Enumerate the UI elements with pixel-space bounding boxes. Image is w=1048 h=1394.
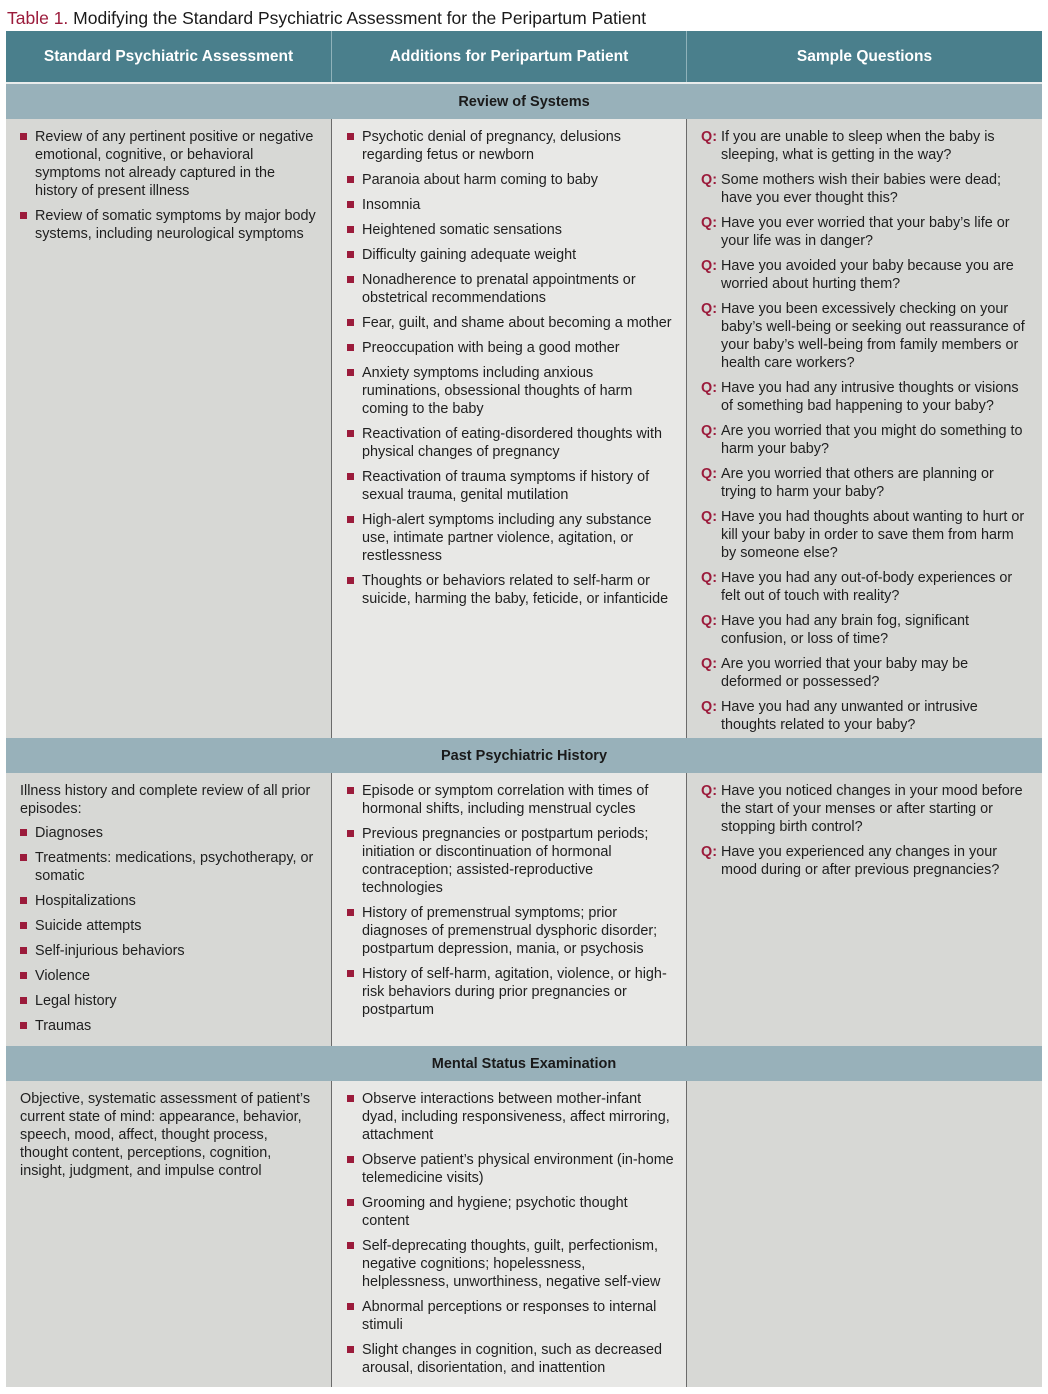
question-marker: Q: bbox=[701, 423, 717, 439]
assessment-table bbox=[6, 31, 1042, 1387]
peripartum-additions-cell bbox=[332, 1081, 687, 1387]
bullet-item: Insomnia bbox=[347, 196, 674, 214]
question-marker: Q: bbox=[701, 301, 717, 317]
bullet-item: Review of any pertinent positive or negative emotional, cognitive, or behavioral symptoms not already captured in the history of present illness bbox=[20, 128, 319, 200]
bullet-item: Observe patient’s physical environment (in-home telemedicine visits) bbox=[347, 1151, 674, 1187]
sample-questions-cell bbox=[687, 119, 1042, 738]
cell-intro-text: Objective, systematic assessment of patient’s current state of mind: appearance, behavior, speech, mood, affect, thought process, thought content, perceptions, cognition, insight, judgment, and impulse control bbox=[20, 1091, 311, 1179]
sample-question bbox=[701, 379, 1030, 415]
bullet-item: Reactivation of trauma symptoms if history of sexual trauma, genital mutilation bbox=[347, 468, 674, 504]
bullet-item: Preoccupation with being a good mother bbox=[347, 339, 674, 357]
section-row-past-psychiatric-history bbox=[6, 773, 1042, 1046]
bullet-item: Review of somatic symptoms by major body systems, including neurological symptoms bbox=[20, 207, 319, 243]
sample-questions-cell bbox=[687, 773, 1042, 1046]
bullet-item: Traumas bbox=[20, 1017, 319, 1035]
standard-assessment-cell bbox=[6, 773, 332, 1046]
sample-question bbox=[701, 300, 1030, 372]
sample-question bbox=[701, 612, 1030, 648]
question-marker: Q: bbox=[701, 613, 717, 629]
peripartum-additions-cell bbox=[332, 773, 687, 1046]
question-marker: Q: bbox=[701, 783, 717, 799]
bullet-item: Legal history bbox=[20, 992, 319, 1010]
question-text: Have you had any out-of-body experiences or felt out of touch with reality? bbox=[721, 570, 1013, 604]
sample-question bbox=[701, 843, 1030, 879]
sample-question bbox=[701, 171, 1030, 207]
question-text: Are you worried that you might do something to harm your baby? bbox=[721, 423, 1023, 457]
sample-question bbox=[701, 128, 1030, 164]
bullet-item: Abnormal perceptions or responses to internal stimuli bbox=[347, 1298, 674, 1334]
bullet-item: Anxiety symptoms including anxious ruminations, obsessional thoughts of harm coming to the baby bbox=[347, 364, 674, 418]
question-marker: Q: bbox=[701, 509, 717, 525]
question-marker: Q: bbox=[701, 570, 717, 586]
table-header-row bbox=[6, 31, 1042, 84]
question-text: Have you avoided your baby because you are worried about hurting them? bbox=[721, 258, 1014, 292]
sample-question bbox=[701, 422, 1030, 458]
question-text: Have you had any intrusive thoughts or visions of something bad happening to your baby? bbox=[721, 380, 1019, 414]
question-text: Have you been excessively checking on your baby’s well-being or seeking out reassurance of your baby’s well-being from family members or health care workers? bbox=[721, 301, 1025, 371]
question-text: If you are unable to sleep when the baby is sleeping, what is getting in the way? bbox=[721, 129, 995, 163]
sample-question bbox=[701, 214, 1030, 250]
section-header-past-psychiatric-history: Past Psychiatric History bbox=[6, 738, 1042, 773]
table-caption bbox=[7, 7, 646, 29]
section-header-mental-status-examination: Mental Status Examination bbox=[6, 1046, 1042, 1081]
question-marker: Q: bbox=[701, 844, 717, 860]
bullet-item: History of self-harm, agitation, violence, or high-risk behaviors during prior pregnancies or postpartum bbox=[347, 965, 674, 1019]
question-text: Are you worried that your baby may be deformed or possessed? bbox=[721, 656, 969, 690]
bullet-item: Observe interactions between mother-infant dyad, including responsiveness, affect mirroring, attachment bbox=[347, 1090, 674, 1144]
bullet-item: Violence bbox=[20, 967, 319, 985]
sample-question bbox=[701, 257, 1030, 293]
question-text: Some mothers wish their babies were dead; have you ever thought this? bbox=[721, 172, 1001, 206]
bullet-item: Suicide attempts bbox=[20, 917, 319, 935]
bullet-item: Psychotic denial of pregnancy, delusions regarding fetus or newborn bbox=[347, 128, 674, 164]
sample-questions-cell bbox=[687, 1081, 1042, 1387]
bullet-item: Reactivation of eating-disordered thoughts with physical changes of pregnancy bbox=[347, 425, 674, 461]
section-header-review-of-systems: Review of Systems bbox=[6, 84, 1042, 119]
bullet-item: Diagnoses bbox=[20, 824, 319, 842]
bullet-item: Thoughts or behaviors related to self-harm or suicide, harming the baby, feticide, or infanticide bbox=[347, 572, 674, 608]
table-body bbox=[6, 84, 1042, 1387]
question-marker: Q: bbox=[701, 129, 717, 145]
bullet-item: Fear, guilt, and shame about becoming a mother bbox=[347, 314, 674, 332]
peripartum-additions-cell bbox=[332, 119, 687, 738]
question-marker: Q: bbox=[701, 466, 717, 482]
question-marker: Q: bbox=[701, 699, 717, 715]
question-text: Have you experienced any changes in your mood during or after previous pregnancies? bbox=[721, 844, 1000, 878]
standard-assessment-cell bbox=[6, 119, 332, 738]
section-row-mental-status-examination bbox=[6, 1081, 1042, 1387]
bullet-item: Previous pregnancies or postpartum periods; initiation or discontinuation of hormonal contraception; assisted-reproductive technologies bbox=[347, 825, 674, 897]
bullet-item: Difficulty gaining adequate weight bbox=[347, 246, 674, 264]
header-standard-assessment: Standard Psychiatric Assessment bbox=[6, 31, 332, 82]
standard-assessment-cell bbox=[6, 1081, 332, 1387]
table-label: Table 1. bbox=[7, 8, 69, 28]
bullet-item: Paranoia about harm coming to baby bbox=[347, 171, 674, 189]
question-text: Are you worried that others are planning or trying to harm your baby? bbox=[721, 466, 994, 500]
bullet-item: Grooming and hygiene; psychotic thought content bbox=[347, 1194, 674, 1230]
header-peripartum-additions: Additions for Peripartum Patient bbox=[332, 31, 687, 82]
table-title: Modifying the Standard Psychiatric Assessment for the Peripartum Patient bbox=[73, 8, 647, 28]
bullet-item: Self-injurious behaviors bbox=[20, 942, 319, 960]
sample-question bbox=[701, 698, 1030, 734]
sample-question bbox=[701, 465, 1030, 501]
bullet-item: Nonadherence to prenatal appointments or obstetrical recommendations bbox=[347, 271, 674, 307]
question-text: Have you ever worried that your baby’s life or your life was in danger? bbox=[721, 215, 1010, 249]
bullet-item: High-alert symptoms including any substance use, intimate partner violence, agitation, or restlessness bbox=[347, 511, 674, 565]
question-text: Have you noticed changes in your mood before the start of your menses or after starting or stopping birth control? bbox=[721, 783, 1023, 835]
sample-question bbox=[701, 508, 1030, 562]
question-marker: Q: bbox=[701, 258, 717, 274]
bullet-item: Slight changes in cognition, such as decreased arousal, disorientation, and inattention bbox=[347, 1341, 674, 1377]
question-marker: Q: bbox=[701, 656, 717, 672]
question-marker: Q: bbox=[701, 215, 717, 231]
bullet-item: History of premenstrual symptoms; prior diagnoses of premenstrual dysphoric disorder; postpartum depression, mania, or psychosis bbox=[347, 904, 674, 958]
bullet-item: Episode or symptom correlation with times of hormonal shifts, including menstrual cycles bbox=[347, 782, 674, 818]
sample-question bbox=[701, 655, 1030, 691]
sample-question bbox=[701, 569, 1030, 605]
sample-question bbox=[701, 782, 1030, 836]
bullet-item: Heightened somatic sensations bbox=[347, 221, 674, 239]
bullet-item: Treatments: medications, psychotherapy, or somatic bbox=[20, 849, 319, 885]
bullet-item: Hospitalizations bbox=[20, 892, 319, 910]
question-marker: Q: bbox=[701, 380, 717, 396]
bullet-item: Self-deprecating thoughts, guilt, perfectionism, negative cognitions; hopelessness, helplessness, unworthiness, negative self-view bbox=[347, 1237, 674, 1291]
cell-intro-text: Illness history and complete review of all prior episodes: bbox=[20, 783, 311, 817]
section-row-review-of-systems bbox=[6, 119, 1042, 738]
question-text: Have you had any unwanted or intrusive thoughts related to your baby? bbox=[721, 699, 978, 733]
question-text: Have you had any brain fog, significant confusion, or loss of time? bbox=[721, 613, 969, 647]
question-text: Have you had thoughts about wanting to hurt or kill your baby in order to save them from harm by someone else? bbox=[721, 509, 1025, 561]
question-marker: Q: bbox=[701, 172, 717, 188]
header-sample-questions: Sample Questions bbox=[796, 47, 933, 65]
